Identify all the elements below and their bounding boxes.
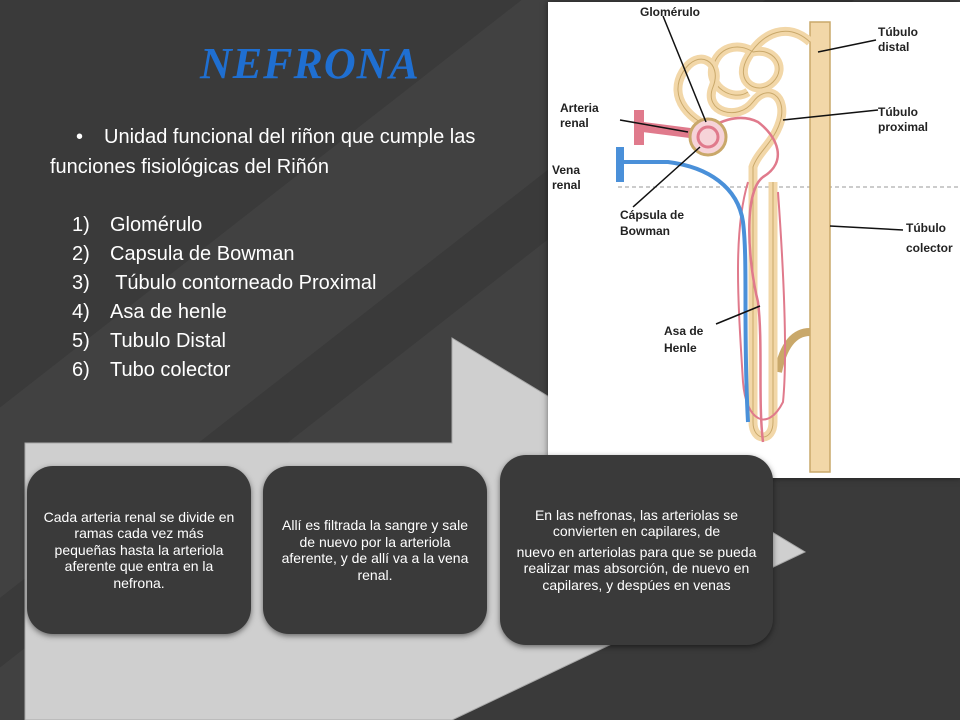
- list-text: Asa de henle: [110, 301, 227, 323]
- nephron-illustration: [548, 2, 960, 478]
- label-asa-henle: Asa de: [664, 324, 704, 338]
- list-number: 6): [72, 359, 90, 381]
- label-asa-henle: Henle: [664, 341, 697, 355]
- vein-stub: [616, 147, 624, 182]
- label-tubulo-distal: Túbulo: [878, 25, 918, 39]
- label-tubulo-proximal: proximal: [878, 120, 929, 134]
- collecting-duct-shape: [810, 22, 830, 472]
- bullet-marker: •: [76, 126, 84, 148]
- list-number: 1): [72, 214, 90, 236]
- label-tubulo-colector: colector: [906, 241, 953, 255]
- list-text: Glomérulo: [110, 214, 203, 236]
- intro-text: Unidad funcional del riñon que cumple las funciones fisiológicas del Riñón: [50, 126, 476, 178]
- label-vena-renal: Vena: [552, 163, 581, 177]
- label-vena-renal: renal: [552, 178, 581, 192]
- process-step-3: [500, 455, 773, 645]
- process-step-2: [263, 466, 487, 634]
- bowman-capsule-shape: [690, 119, 726, 155]
- label-capsula-bowman: Bowman: [620, 224, 671, 238]
- list-number: 4): [72, 301, 90, 323]
- list-number: 5): [72, 330, 90, 352]
- label-glomerulo: Glomérulo: [640, 5, 701, 19]
- list-text: Tubo colector: [110, 359, 231, 381]
- slide-title: NEFRONA: [200, 39, 420, 88]
- process-step-text: nuevo en arteriolas para que se pueda realizar mas absorción, de nuevo en capilares, y despúes en venas: [516, 543, 757, 593]
- label-tubulo-proximal: Túbulo: [878, 105, 918, 119]
- process-step-1: [27, 466, 251, 634]
- process-step-text: En las nefronas, las arteriolas se convierten en capilares, de: [534, 506, 739, 540]
- process-step-text: Cada arteria renal se divide en ramas cada vez más pequeñas hasta la arteriola aferente que entra en la nefrona.: [43, 508, 235, 591]
- nephron-diagram: [548, 2, 960, 478]
- list-text: Túbulo contorneado Proximal: [110, 272, 377, 294]
- list-text: Tubulo Distal: [110, 330, 226, 352]
- label-tubulo-distal: distal: [878, 40, 910, 54]
- label-capsula-bowman: Cápsula de: [620, 208, 685, 222]
- label-arteria-renal: renal: [560, 116, 589, 130]
- artery-stub: [634, 110, 644, 145]
- list-text: Capsula de Bowman: [110, 243, 295, 265]
- label-tubulo-colector: Túbulo: [906, 221, 946, 235]
- list-number: 2): [72, 243, 90, 265]
- label-arteria-renal: Arteria: [560, 101, 599, 115]
- list-number: 3): [72, 272, 90, 294]
- process-step-text: Allí es filtrada la sangre y sale de nuevo por la arteriola aferente, y de allí va a la vena renal.: [281, 517, 469, 583]
